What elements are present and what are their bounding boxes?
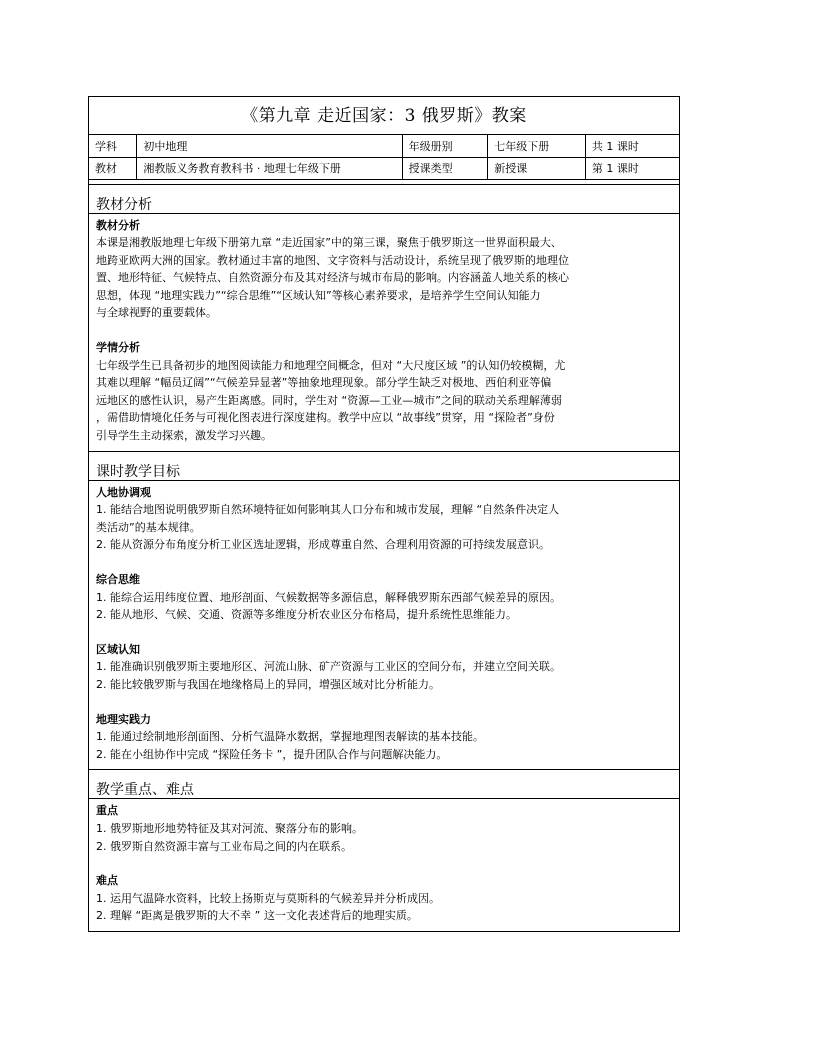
goal-item: 1. 能综合运用纬度位置、地形剖面、气候数据等多源信息，解释俄罗斯东西部气候差异的原因。 (96, 590, 561, 604)
spacer (96, 554, 672, 571)
difficult-points-subheading: 难点 (96, 874, 118, 888)
goals-heading: 课时教学目标 (89, 451, 679, 481)
text-line: 思想，体现 “地理实践力”“综合思维”“区域认知”等核心素养要求，是培养学生空间认知能力 (96, 288, 541, 302)
goal-subheading: 综合思维 (96, 573, 140, 586)
textbook-analysis-subheading: 教材分析 (96, 218, 140, 232)
current-period: 第 1 课时 (585, 157, 679, 179)
spacer (96, 855, 672, 872)
goal-item: 2. 能从地形、气候、交通、资源等多维度分析农业区分布格局，提升系统性思维能力。 (96, 608, 517, 622)
key-points-subheading: 重点 (96, 804, 118, 818)
text-line: 引导学生主动探索，激发学习兴趣。 (96, 429, 272, 443)
textbook-analysis-text (96, 234, 672, 322)
document-title: 《第九章 走近国家：3 俄罗斯》教案 (89, 97, 679, 135)
meta-row (89, 157, 679, 179)
difficult-point-item: 2. 理解 “距离是俄罗斯的大不幸 ” 这一文化表述背后的地理实质。 (96, 909, 418, 923)
text-line: 其难以理解 “幅员辽阔”“气候差异显著”等抽象地理现象。部分学生缺乏对极地、西伯利亚等偏 (96, 376, 552, 390)
subject-value: 初中地理 (137, 135, 402, 157)
goals-body (89, 481, 679, 770)
difficult-point-item: 1. 运用气温降水资料，比较上扬斯克与莫斯科的气候差异并分析成因。 (96, 891, 440, 905)
text-line: 置、地形特征、气候特点、自然资源分布及其对经济与城市布局的影响。内容涵盖人地关系的核心 (96, 271, 569, 285)
subject-label: 学科 (89, 135, 137, 157)
goal-item: 2. 能从资源分布角度分析工业区选址逻辑，形成尊重自然、合理利用资源的可持续发展意识。 (96, 538, 550, 552)
textbook-value: 湘教版义务教育教科书 · 地理七年级下册 (137, 157, 402, 179)
text-line: 与全球视野的重要载体。 (96, 306, 217, 320)
analysis-body (89, 214, 679, 451)
meta-table (89, 135, 679, 180)
goal-item: 1. 能通过绘制地形剖面图、分析气温降水数据，掌握地理图表解读的基本技能。 (96, 730, 484, 744)
focus-heading: 教学重点、难点 (89, 769, 679, 799)
goal-item: 1. 能准确识别俄罗斯主要地形区、河流山脉、矿产资源与工业区的空间分布，并建立空间关联。 (96, 660, 561, 674)
student-analysis-subheading: 学情分析 (96, 341, 140, 355)
key-point-item: 1. 俄罗斯地形地势特征及其对河流、聚落分布的影响。 (96, 821, 363, 835)
lesson-plan-document (88, 96, 680, 932)
goal-item: 2. 能在小组协作中完成 “探险任务卡 ”，提升团队合作与问题解决能力。 (96, 747, 448, 761)
goal-item: 2. 能比较俄罗斯与我国在地缘格局上的异同，增强区域对比分析能力。 (96, 677, 440, 691)
analysis-heading: 教材分析 (89, 184, 679, 214)
spacer (96, 624, 672, 641)
focus-body (89, 799, 679, 931)
spacer (96, 694, 672, 711)
textbook-label: 教材 (89, 157, 137, 179)
lesson-type-label: 授课类型 (402, 157, 488, 179)
spacer (96, 322, 672, 339)
total-periods: 共 1 课时 (585, 135, 679, 157)
goal-item: 类活动”的基本规律。 (96, 520, 201, 534)
text-line: 远地区的感性认识，易产生距离感。同时，学生对 “资源—工业—城市”之间的联动关系理解薄弱 (96, 393, 562, 407)
grade-value: 七年级下册 (488, 135, 586, 157)
text-line: 七年级学生已具备初步的地图阅读能力和地理空间概念，但对 “大尺度区域 ”的认知仍较模糊，尤 (96, 358, 566, 372)
goal-item: 1. 能结合地图说明俄罗斯自然环境特征如何影响其人口分布和城市发展，理解 “自然条件决定人 (96, 503, 560, 517)
key-point-item: 2. 俄罗斯自然资源丰富与工业布局之间的内在联系。 (96, 839, 352, 853)
text-line: 本课是湘教版地理七年级下册第九章 “走近国家”中的第三课，聚焦于俄罗斯这一世界面积最大、 (96, 236, 562, 250)
text-line: ，需借助情境化任务与可视化图表进行深度建构。教学中应以 “故事线”贯穿，用 “探险者”身份 (96, 411, 555, 425)
grade-label: 年级册别 (402, 135, 488, 157)
student-analysis-text (96, 357, 672, 445)
goal-subheading: 区域认知 (96, 642, 140, 656)
text-line: 地跨亚欧两大洲的国家。教材通过丰富的地图、文字资料与活动设计，系统呈现了俄罗斯的地理位 (96, 253, 569, 267)
meta-row (89, 135, 679, 157)
goal-subheading: 地理实践力 (96, 712, 151, 726)
lesson-type-value: 新授课 (488, 157, 586, 179)
goal-subheading: 人地协调观 (96, 485, 151, 499)
